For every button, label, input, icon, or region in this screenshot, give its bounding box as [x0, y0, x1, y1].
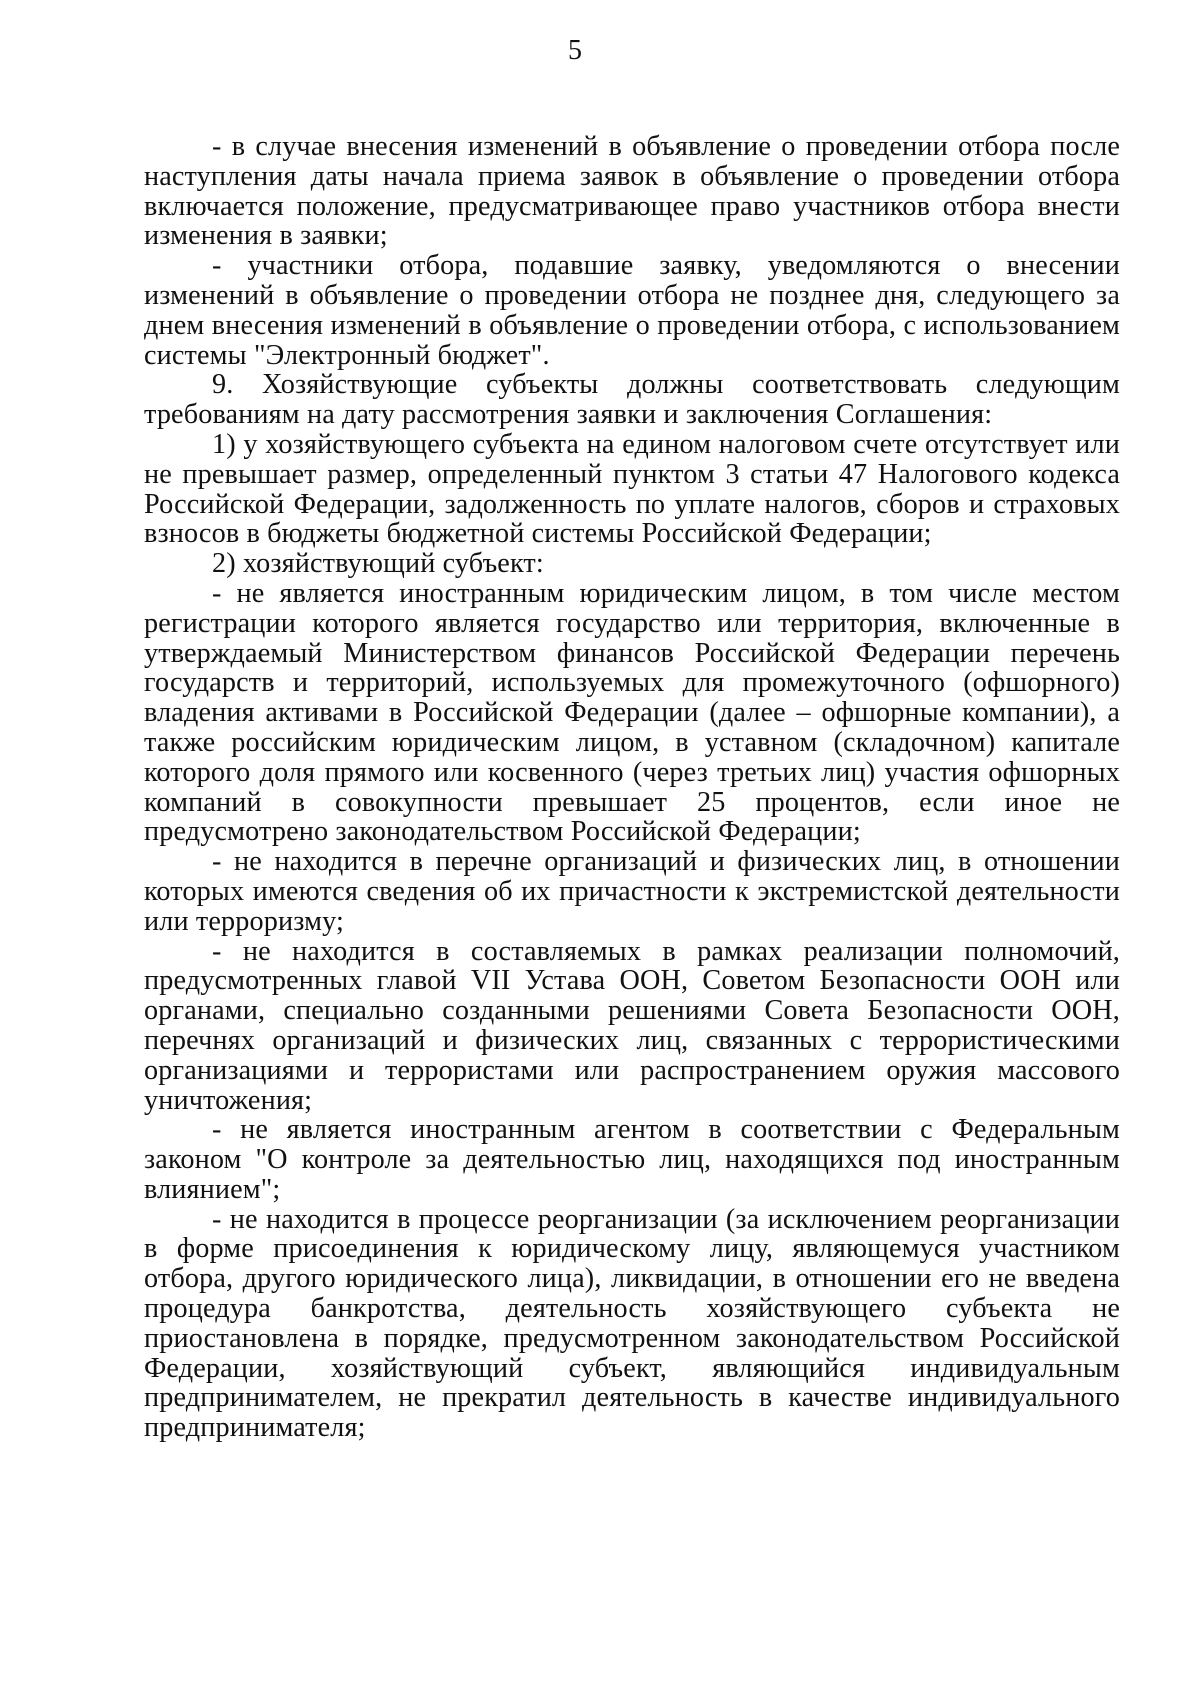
document-body: [144, 132, 1120, 1443]
paragraph-entity-conditions-heading: 2) хозяйствующий субъект:: [212, 548, 544, 580]
paragraph-amendment-inclusion: - в случае внесения изменений в объявление о проведении отбора после наступления даты начала приема заявок в объявление о проведении отбора включается положение, предусматривающее право участников отбора внести изменения в заявки;: [144, 131, 1120, 252]
page-number: 5: [568, 35, 582, 66]
paragraph-item-9-requirements: 9. Хозяйствующие субъекты должны соответствовать следующим требованиям на дату рассмотрения заявки и заключения Соглашения:: [144, 369, 1120, 431]
paragraph-reorganization-bankruptcy: - не находится в процессе реорганизации (за исключением реорганизации в форме присоединения к юридическому лицу, являющемуся участником отбора, другого юридического лица), ликвидации, в отношении его не введена процедура банкротства, деятельность хозяйствующего субъекта не приостановлена в порядке, предусмотренном законодательством Российской Федерации, хозяйствующий субъект, являющийся индивидуальным предпринимателем, не прекратил деятельность в качестве индивидуального предпринимателя;: [144, 1203, 1120, 1444]
paragraph-foreign-agent: - не является иностранным агентом в соответствии с Федеральным законом "О контроле за деятельностью лиц, находящихся под иностранным влиянием";: [144, 1114, 1120, 1205]
paragraph-offshore-companies: - не является иностранным юридическим лицом, в том числе местом регистрации которого является государство или территория, включенные в утверждаемый Министерством финансов Российской Федерации перечень государств и территорий, используемых для промежуточного (офшорного) владения активами в Российской Федерации (далее – офшорные компании), а также российским юридическим лицом, в уставном (складочном) капитале которого доля прямого или косвенного (через третьих лиц) участия офшорных компаний в совокупности превышает 25 процентов, если иное не предусмотрено законодательством Российской Федерации;: [144, 577, 1120, 848]
paragraph-extremism-list: - не находится в перечне организаций и физических лиц, в отношении которых имеются сведения об их причастности к экстремистской деятельности или терроризму;: [144, 846, 1120, 937]
paragraph-participant-notification: - участники отбора, подавшие заявку, уведомляются о внесении изменений в объявление о проведении отбора не позднее дня, следующего за днем внесения изменений в объявление о проведении отбора, с использованием системы "Электронный бюджет".: [144, 250, 1120, 371]
paragraph-un-sanctions-list: - не находится в составляемых в рамках реализации полномочий, предусмотренных главой VII Устава ООН, Советом Безопасности ООН или органами, специально созданными решениями Совета Безопасности ООН, перечнях организаций и физических лиц, связанных с террористическими организациями и террористами или распространением оружия массового уничтожения;: [144, 935, 1120, 1116]
paragraph-tax-debt: 1) у хозяйствующего субъекта на едином налоговом счете отсутствует или не превышает размер, определенный пунктом 3 статьи 47 Налогового кодекса Российской Федерации, задолженность по уплате налогов, сборов и страховых взносов в бюджеты бюджетной системы Российской Федерации;: [144, 428, 1120, 550]
